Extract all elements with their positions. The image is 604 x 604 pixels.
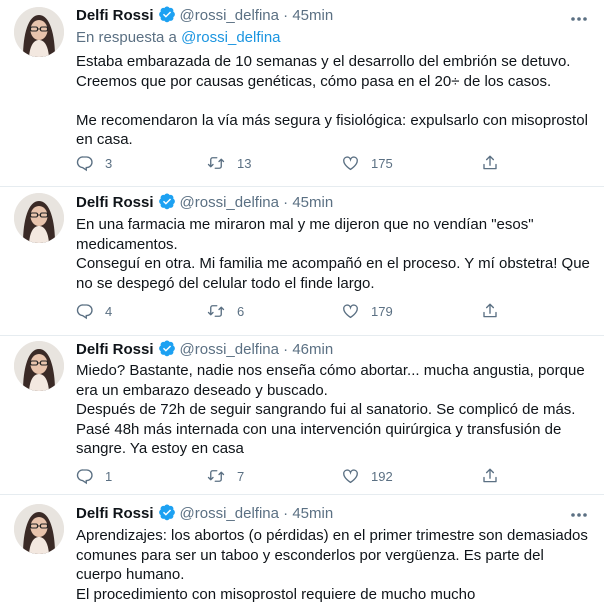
tweet-header <box>76 339 333 361</box>
tweet-3[interactable] <box>0 336 604 502</box>
tweet-actions <box>76 152 596 174</box>
tweet-line: Conseguí en otra. Mi familia me acompañó en el proceso. Y mí obstetra! Que <box>76 255 590 272</box>
tweet-text <box>76 215 596 293</box>
avatar[interactable] <box>14 7 64 57</box>
reply-icon <box>76 154 94 172</box>
share-button[interactable] <box>481 465 499 487</box>
like-heart-icon <box>341 154 360 172</box>
paragraph-gap <box>76 91 596 111</box>
reply-button[interactable] <box>76 152 112 174</box>
author-name[interactable]: Delfi Rossi <box>76 7 154 24</box>
tweet-header <box>76 192 333 214</box>
tweet-line: Estaba embarazada de 10 semanas y el desarrollo del embrión se detuvo. <box>76 53 571 70</box>
timestamp[interactable]: 45min <box>292 194 334 211</box>
retweet-icon <box>206 154 226 172</box>
share-button[interactable] <box>481 152 499 174</box>
tweet-header <box>76 503 333 525</box>
retweet-icon <box>206 302 226 320</box>
tweet-4[interactable] <box>0 495 604 604</box>
tweet-header <box>76 5 333 27</box>
reply-icon <box>76 467 94 485</box>
tweet-text <box>76 52 596 150</box>
tweet-line: en casa. <box>76 131 133 148</box>
tweet-line: En una farmacia me miraron mal y me dijeron que no vendían "esos" <box>76 216 534 233</box>
tweet-line: Creemos que por causas genéticas, cómo pasa en el 20÷ de los casos. <box>76 72 552 90</box>
retweet-icon <box>206 467 226 485</box>
retweet-count: 6 <box>237 303 245 319</box>
tweet-line: El procedimiento con misoprostol requiere de mucho mucho <box>76 585 476 603</box>
tweet-line: cuerpo humano. <box>76 566 185 583</box>
share-button[interactable] <box>481 300 499 322</box>
timestamp[interactable]: 46min <box>292 341 334 358</box>
retweet-count: 7 <box>237 468 245 484</box>
author-name[interactable]: Delfi Rossi <box>76 194 154 211</box>
tweet-text <box>76 361 596 459</box>
tweet-line: no se despegó del celular todo el finde largo. <box>76 274 375 292</box>
avatar[interactable] <box>14 193 64 243</box>
reply-handle-link[interactable]: @rossi_delfina <box>181 29 281 46</box>
avatar-image <box>14 504 64 554</box>
tweet-line: Miedo? Bastante, nadie nos enseña cómo abortar... mucha angustia, porque <box>76 362 585 379</box>
verified-badge-icon <box>158 5 176 30</box>
reply-count: 1 <box>105 468 113 484</box>
author-name[interactable]: Delfi Rossi <box>76 341 154 358</box>
avatar-image <box>14 7 64 57</box>
tweet-line: medicamentos. <box>76 235 178 253</box>
tweet-line: Me recomendaron la vía más segura y fisiológica: expulsarlo con misoprostol <box>76 111 588 129</box>
share-icon <box>481 154 499 172</box>
like-button[interactable] <box>341 465 393 487</box>
reply-count: 4 <box>105 303 113 319</box>
share-icon <box>481 467 499 485</box>
avatar-image <box>14 193 64 243</box>
retweet-button[interactable] <box>206 300 244 322</box>
separator-dot: · <box>283 505 289 522</box>
like-count: 192 <box>371 468 393 484</box>
tweet-line: comunes para ser un taboo y esconderlos por vergüenza. Es parte del <box>76 546 544 564</box>
separator-dot: · <box>283 7 289 24</box>
retweet-button[interactable] <box>206 152 251 174</box>
like-heart-icon <box>341 302 360 320</box>
reply-button[interactable] <box>76 300 112 322</box>
tweet-text <box>76 526 596 604</box>
timestamp[interactable]: 45min <box>292 7 334 24</box>
reply-context <box>76 28 281 48</box>
retweet-count: 13 <box>237 155 252 171</box>
avatar[interactable] <box>14 504 64 554</box>
like-heart-icon <box>341 467 360 485</box>
retweet-button[interactable] <box>206 465 244 487</box>
avatar-image <box>14 341 64 391</box>
avatar[interactable] <box>14 341 64 391</box>
tweet-line: Después de 72h de seguir sangrando fui al sanatorio. Se complicó de más. <box>76 401 576 418</box>
share-icon <box>481 302 499 320</box>
reply-prefix: En respuesta a <box>76 29 177 46</box>
reply-icon <box>76 302 94 320</box>
tweet-line: sangre. Ya estoy en casa <box>76 440 244 457</box>
tweet-2[interactable] <box>0 187 604 335</box>
author-handle[interactable]: @rossi_delfina <box>179 505 279 522</box>
tweet-actions <box>76 465 596 487</box>
reply-button[interactable] <box>76 465 112 487</box>
author-handle[interactable]: @rossi_delfina <box>179 341 279 358</box>
author-handle[interactable]: @rossi_delfina <box>179 7 279 24</box>
separator-dot: · <box>283 194 289 211</box>
tweet-actions <box>76 300 596 322</box>
author-name[interactable]: Delfi Rossi <box>76 505 154 522</box>
like-button[interactable] <box>341 152 393 174</box>
more-options-icon[interactable] <box>568 8 590 30</box>
separator-dot: · <box>283 341 289 358</box>
author-handle[interactable]: @rossi_delfina <box>179 194 279 211</box>
tweet-line: Pasé 48h más internada con una intervención quirúrgica y transfusión de <box>76 420 562 438</box>
tweet-line: era un embarazo deseado y buscado. <box>76 381 328 399</box>
verified-badge-icon <box>158 503 176 528</box>
like-count: 175 <box>371 155 393 171</box>
like-button[interactable] <box>341 300 393 322</box>
timestamp[interactable]: 45min <box>292 505 334 522</box>
tweet-1[interactable] <box>0 0 604 186</box>
tweet-line: Aprendizajes: los abortos (o pérdidas) en el primer trimestre son demasiados <box>76 527 588 544</box>
reply-count: 3 <box>105 155 113 171</box>
verified-badge-icon <box>158 192 176 217</box>
like-count: 179 <box>371 303 393 319</box>
more-options-icon[interactable] <box>568 504 590 526</box>
